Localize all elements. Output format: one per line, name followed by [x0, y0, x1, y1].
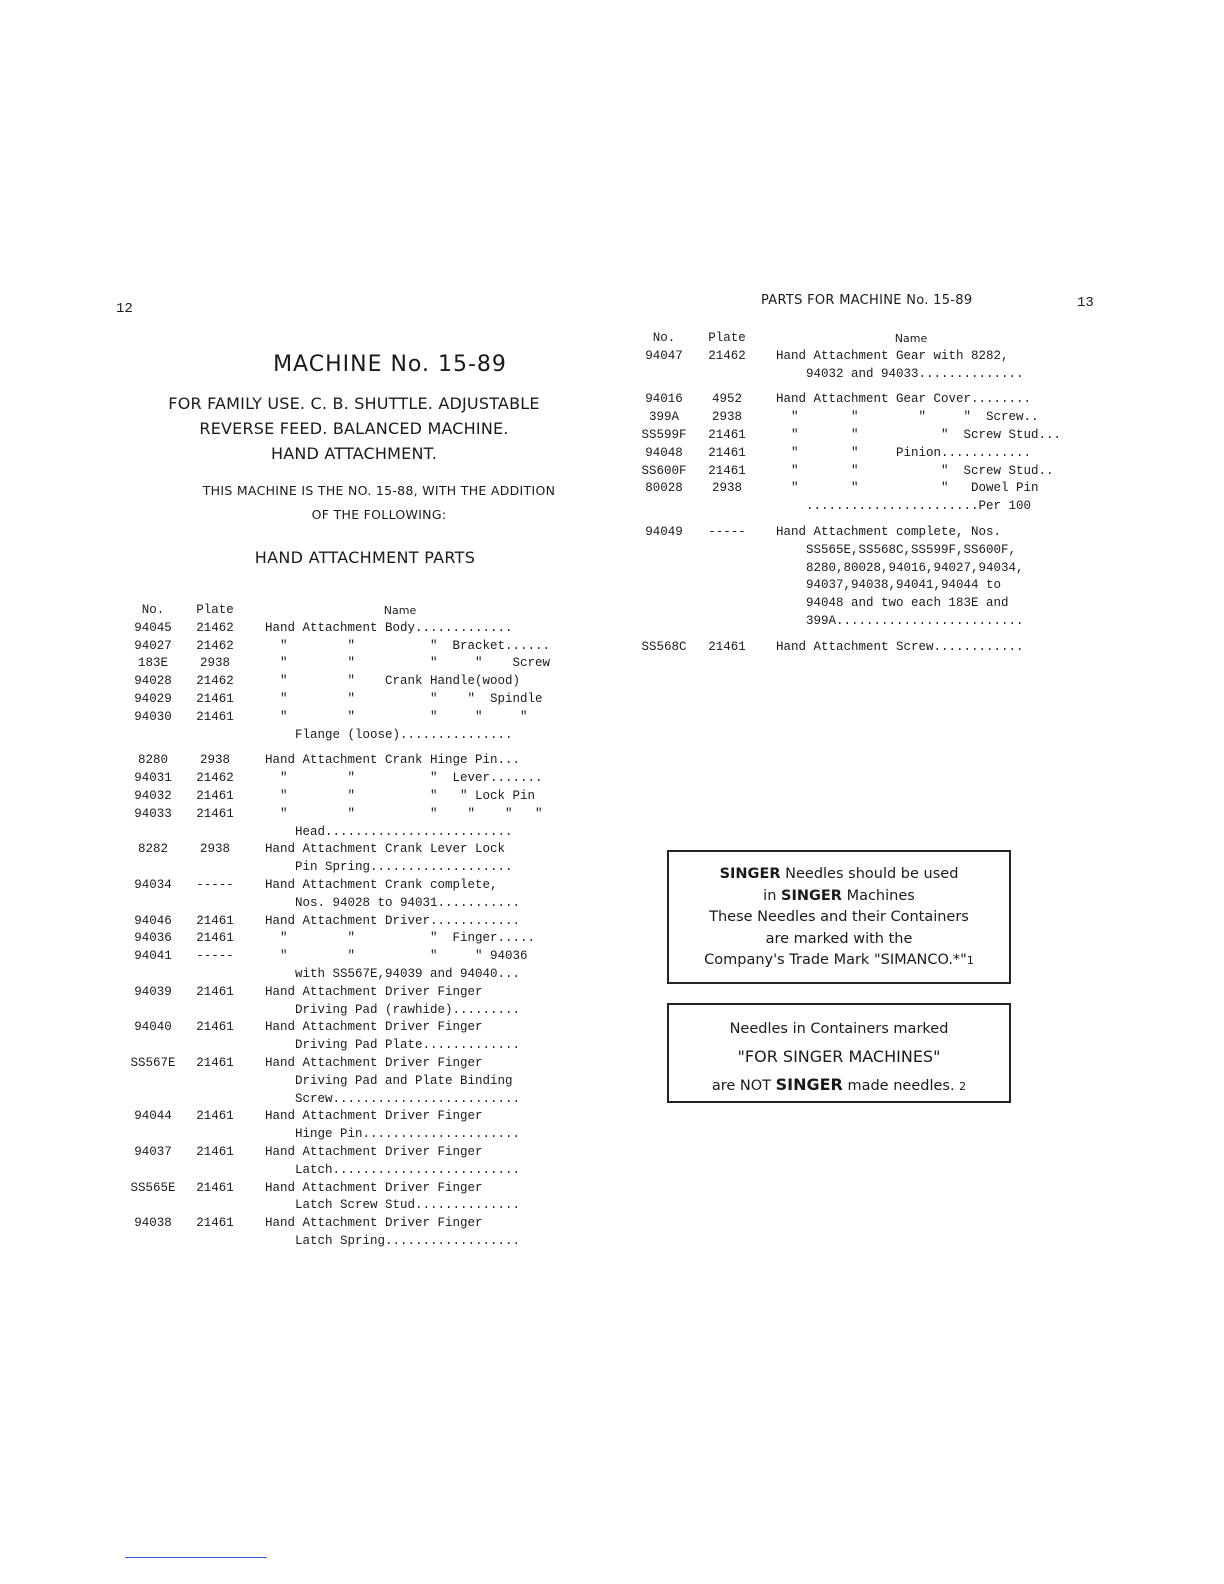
part-name-line: Nos. 94028 to 94031........... — [265, 895, 521, 910]
part-name — [265, 709, 548, 745]
table-row — [128, 673, 548, 691]
table-row — [128, 1019, 548, 1055]
table-row — [128, 691, 548, 709]
part-name — [265, 752, 548, 770]
plate-number: ----- — [196, 949, 234, 964]
part-name-line: with SS567E,94039 and 94040... — [265, 966, 521, 981]
part-number: 94049 — [645, 524, 683, 539]
part-name-line: Hand Attachment Gear Cover........ — [776, 392, 1032, 407]
row-spacer — [636, 516, 1056, 524]
part-name — [265, 806, 548, 842]
part-name-line: " " " Finger..... — [265, 931, 536, 946]
table-row — [636, 524, 1056, 631]
notice-text: made needles. — [847, 1078, 955, 1094]
part-number: 94027 — [134, 638, 172, 653]
table-row — [636, 391, 1056, 409]
part-number: 94030 — [134, 709, 172, 724]
part-name-line: Driving Pad (rawhide)......... — [265, 1002, 521, 1017]
column-header-plate: Plate — [196, 603, 234, 617]
row-spacer — [128, 744, 548, 752]
notice-line — [669, 864, 1009, 886]
part-name — [265, 841, 548, 877]
intro-line: THIS MACHINE IS THE NO. 15-88, WITH THE ADDITION — [202, 483, 556, 498]
part-name-line: " " " Bracket...... — [265, 638, 551, 653]
part-name-line: " " " " Lock Pin — [265, 788, 536, 803]
notice-line — [669, 950, 1009, 972]
part-name-line: Latch Screw Stud.............. — [265, 1198, 521, 1213]
table-row — [128, 788, 548, 806]
part-name-line: Hand Attachment Driver Finger — [265, 1020, 483, 1035]
plate-number: 2938 — [199, 656, 230, 671]
part-number: SS565E — [130, 1180, 176, 1195]
notice-text: Machines — [846, 887, 915, 904]
plate-number: 21461 — [196, 1055, 234, 1070]
part-name — [265, 1180, 548, 1216]
part-name-line: " " Pinion............ — [776, 445, 1032, 460]
part-number: 94044 — [134, 1109, 172, 1124]
notice-text: are NOT — [711, 1078, 771, 1094]
notice-line: are marked with the — [765, 930, 913, 947]
part-name — [265, 984, 548, 1020]
plate-number: 21461 — [196, 788, 234, 803]
part-name — [776, 463, 1056, 481]
part-name-line: Latch Spring.................. — [265, 1233, 521, 1248]
part-number: 94037 — [134, 1144, 172, 1159]
plate-number: 21461 — [196, 691, 234, 706]
part-name-line: " " " " Screw — [265, 656, 551, 671]
table-row — [636, 480, 1056, 516]
column-header-name: Name — [894, 332, 928, 345]
part-name — [265, 877, 548, 913]
part-number: SS568C — [641, 639, 687, 654]
notice-line — [669, 1070, 1009, 1101]
left-parts-table — [128, 602, 551, 1251]
part-name — [265, 770, 548, 788]
part-name-line: " " " " " " — [265, 806, 543, 821]
plate-number: 21462 — [196, 620, 234, 635]
subtitle-line: FOR FAMILY USE. C. B. SHUTTLE. ADJUSTABLE — [168, 394, 540, 413]
plate-number: 21461 — [708, 639, 746, 654]
part-name-line: " " Crank Handle(wood) — [265, 674, 521, 689]
plate-number: 2938 — [711, 481, 742, 496]
part-name-line: " " " Screw Stud.. — [776, 463, 1054, 478]
part-number: SS599F — [641, 427, 687, 442]
part-name-line: Driving Pad Plate............. — [265, 1038, 521, 1053]
notice-text: in — [763, 887, 777, 904]
part-name-line: Hand Attachment Driver Finger — [265, 1144, 483, 1159]
part-name-line: Hand Attachment Driver Finger — [265, 1055, 483, 1070]
table-row — [128, 1055, 548, 1108]
part-number: 94029 — [134, 691, 172, 706]
machine-subtitle — [130, 391, 578, 466]
plate-number: ----- — [196, 877, 234, 892]
part-number: 94039 — [134, 984, 172, 999]
part-name — [265, 930, 548, 948]
plate-number: ----- — [708, 524, 746, 539]
part-name-line: Hand Attachment Crank complete, — [265, 877, 498, 892]
plate-number: 21461 — [196, 1144, 234, 1159]
part-number: 94047 — [645, 348, 683, 363]
table-row — [128, 841, 548, 877]
plate-number: 2938 — [711, 410, 742, 425]
part-number: 94045 — [134, 620, 172, 635]
plate-number: 21461 — [196, 1020, 234, 1035]
plate-number: 21461 — [196, 709, 234, 724]
column-header-no: No. — [141, 603, 165, 617]
part-name — [776, 524, 1056, 631]
table-row — [128, 1180, 548, 1216]
part-name — [776, 409, 1056, 427]
part-name-line: Hand Attachment Crank Hinge Pin... — [265, 753, 521, 768]
part-name-line: Driving Pad and Plate Binding — [265, 1073, 513, 1088]
part-name — [265, 1055, 548, 1108]
notice-line: These Needles and their Containers — [709, 909, 969, 925]
part-name-line: 399A......................... — [776, 613, 1024, 628]
table-row — [128, 913, 548, 931]
table-row — [636, 463, 1056, 481]
footnote-mark: 1 — [966, 954, 974, 967]
table-row — [128, 620, 548, 638]
plate-number: 21461 — [708, 427, 746, 442]
part-number: 94016 — [645, 392, 683, 407]
footer-rule — [125, 1557, 267, 1558]
plate-number: 21462 — [196, 638, 234, 653]
footnote-mark: 2 — [959, 1080, 967, 1093]
table-header — [636, 330, 1056, 348]
table-row — [128, 1108, 548, 1144]
part-name — [776, 639, 1056, 657]
table-row — [128, 638, 551, 656]
machine-title-block — [130, 352, 650, 377]
part-name-line: Hand Attachment Crank Lever Lock — [265, 842, 506, 857]
part-number: 94033 — [134, 806, 172, 821]
singer-brand: SINGER — [775, 1075, 843, 1094]
part-name — [776, 480, 1056, 516]
page-title: MACHINE No. 15-89 — [273, 352, 507, 377]
row-spacer — [636, 631, 1056, 639]
part-name — [776, 391, 1056, 409]
part-name-line: 94032 and 94033.............. — [776, 366, 1024, 381]
part-number: 94028 — [134, 674, 172, 689]
part-name-line: Hand Attachment Screw............ — [776, 639, 1024, 654]
column-header-name: Name — [383, 604, 417, 617]
part-name — [265, 691, 548, 709]
table-row — [636, 348, 1056, 384]
right-parts-table — [636, 330, 1062, 657]
part-name-line: " " " Lever....... — [265, 771, 543, 786]
plate-number: 21461 — [708, 463, 746, 478]
table-row — [128, 984, 548, 1020]
part-name — [265, 673, 548, 691]
plate-number: 21461 — [196, 1180, 234, 1195]
part-name — [265, 655, 551, 673]
table-row — [128, 877, 548, 913]
part-name — [265, 788, 548, 806]
plate-number: 2938 — [199, 842, 230, 857]
singer-brand: SINGER — [719, 866, 781, 882]
part-name-line: Screw......................... — [265, 1091, 521, 1106]
table-row — [128, 655, 551, 673]
part-number: 94040 — [134, 1020, 172, 1035]
trademark-text: Company's Trade Mark "SIMANCO.*" — [704, 952, 967, 968]
part-name-line: " " " " 94036 — [265, 949, 528, 964]
not-singer-notice-box — [667, 1003, 1011, 1103]
part-name-line: Hand Attachment Driver Finger — [265, 1180, 483, 1195]
plate-number: 21461 — [196, 806, 234, 821]
part-name — [265, 620, 548, 638]
part-name — [265, 1144, 548, 1180]
part-number: SS567E — [130, 1055, 176, 1070]
part-name — [265, 1215, 548, 1251]
part-name — [776, 427, 1062, 445]
part-number: 94041 — [134, 949, 172, 964]
table-row — [128, 1215, 548, 1251]
part-number: 94034 — [134, 877, 172, 892]
table-row — [636, 409, 1056, 427]
table-row — [128, 1144, 548, 1180]
plate-number: 21461 — [708, 445, 746, 460]
table-header — [128, 602, 548, 620]
part-name-line: 94048 and two each 183E and — [776, 596, 1009, 611]
plate-number: 21462 — [196, 771, 234, 786]
plate-number: 4952 — [711, 392, 742, 407]
part-name-line: Pin Spring................... — [265, 860, 513, 875]
part-name-line: 8280,80028,94016,94027,94034, — [776, 560, 1024, 575]
notice-line: Needles in Containers marked — [729, 1021, 949, 1037]
part-name-line: " " " Screw Stud... — [776, 427, 1062, 442]
part-number: 8280 — [137, 753, 168, 768]
table-row — [636, 427, 1062, 445]
running-head: PARTS FOR MACHINE No. 15-89 — [761, 293, 973, 308]
part-number: 80028 — [645, 481, 683, 496]
part-number: 94036 — [134, 931, 172, 946]
part-name-line: Hinge Pin..................... — [265, 1127, 521, 1142]
table-row — [128, 806, 548, 842]
table-row — [128, 709, 548, 745]
part-name — [776, 348, 1056, 384]
part-name-line: Hand Attachment Body............. — [265, 620, 513, 635]
table-row — [128, 930, 548, 948]
part-number: 8282 — [137, 842, 168, 857]
part-name-line: " " " " " — [265, 709, 528, 724]
column-header-plate: Plate — [708, 331, 746, 345]
table-row — [636, 639, 1056, 657]
part-name — [265, 913, 548, 931]
part-number: 94048 — [645, 445, 683, 460]
part-name-line: Hand Attachment Driver Finger — [265, 1216, 483, 1231]
plate-number: 21462 — [708, 348, 746, 363]
table-row — [128, 770, 548, 788]
subtitle-line: HAND ATTACHMENT. — [271, 444, 437, 463]
part-name-line: Head......................... — [265, 824, 513, 839]
part-name-line: 94037,94038,94041,94044 to — [776, 578, 1002, 593]
plate-number: 21461 — [196, 1109, 234, 1124]
part-name-line: " " " " Spindle — [265, 691, 543, 706]
plate-number: 21461 — [196, 1216, 234, 1231]
column-header-no: No. — [652, 331, 676, 345]
left-page-number: 12 — [116, 301, 133, 317]
intro-line: OF THE FOLLOWING: — [311, 507, 447, 522]
section-heading: HAND ATTACHMENT PARTS — [254, 548, 476, 567]
needles-notice-box — [667, 850, 1011, 984]
part-name-line: Hand Attachment Driver Finger — [265, 984, 483, 999]
notice-line — [669, 886, 1009, 908]
notice-text: Needles should be used — [785, 866, 959, 882]
table-row — [128, 752, 548, 770]
part-name-line: Hand Attachment complete, Nos. — [776, 524, 1002, 539]
table-row — [128, 948, 548, 984]
part-number: 94038 — [134, 1216, 172, 1231]
subtitle-line: REVERSE FEED. BALANCED MACHINE. — [199, 419, 509, 438]
right-page-number: 13 — [1077, 295, 1094, 311]
part-name-line: Flange (loose)............... — [265, 727, 513, 742]
plate-number: 21461 — [196, 984, 234, 999]
part-number: 183E — [137, 656, 168, 671]
part-number: 94031 — [134, 771, 172, 786]
part-name — [265, 948, 548, 984]
plate-number: 21462 — [196, 674, 234, 689]
part-name-line: " " " Dowel Pin — [776, 481, 1039, 496]
plate-number: 21461 — [196, 913, 234, 928]
part-name-line: Hand Attachment Driver............ — [265, 913, 521, 928]
part-name-line: Latch......................... — [265, 1162, 521, 1177]
part-name-line: Hand Attachment Driver Finger — [265, 1109, 483, 1124]
row-spacer — [636, 383, 1056, 391]
part-name — [776, 445, 1056, 463]
part-name — [265, 638, 551, 656]
table-row — [636, 445, 1056, 463]
part-name-line: SS565E,SS568C,SS599F,SS600F, — [776, 542, 1017, 557]
singer-brand: SINGER — [781, 887, 842, 904]
part-number: 399A — [648, 410, 679, 425]
part-number: 94046 — [134, 913, 172, 928]
part-name — [265, 1019, 548, 1055]
part-name-line: " " " " Screw.. — [776, 410, 1039, 425]
part-name-line: .......................Per 100 — [776, 499, 1032, 514]
notice-line: "FOR SINGER MACHINES" — [737, 1047, 941, 1066]
intro-text — [130, 479, 628, 527]
plate-number: 2938 — [199, 753, 230, 768]
part-name — [265, 1108, 548, 1144]
plate-number: 21461 — [196, 931, 234, 946]
part-number: 94032 — [134, 788, 172, 803]
part-name-line: Hand Attachment Gear with 8282, — [776, 348, 1009, 363]
part-number: SS600F — [641, 463, 687, 478]
